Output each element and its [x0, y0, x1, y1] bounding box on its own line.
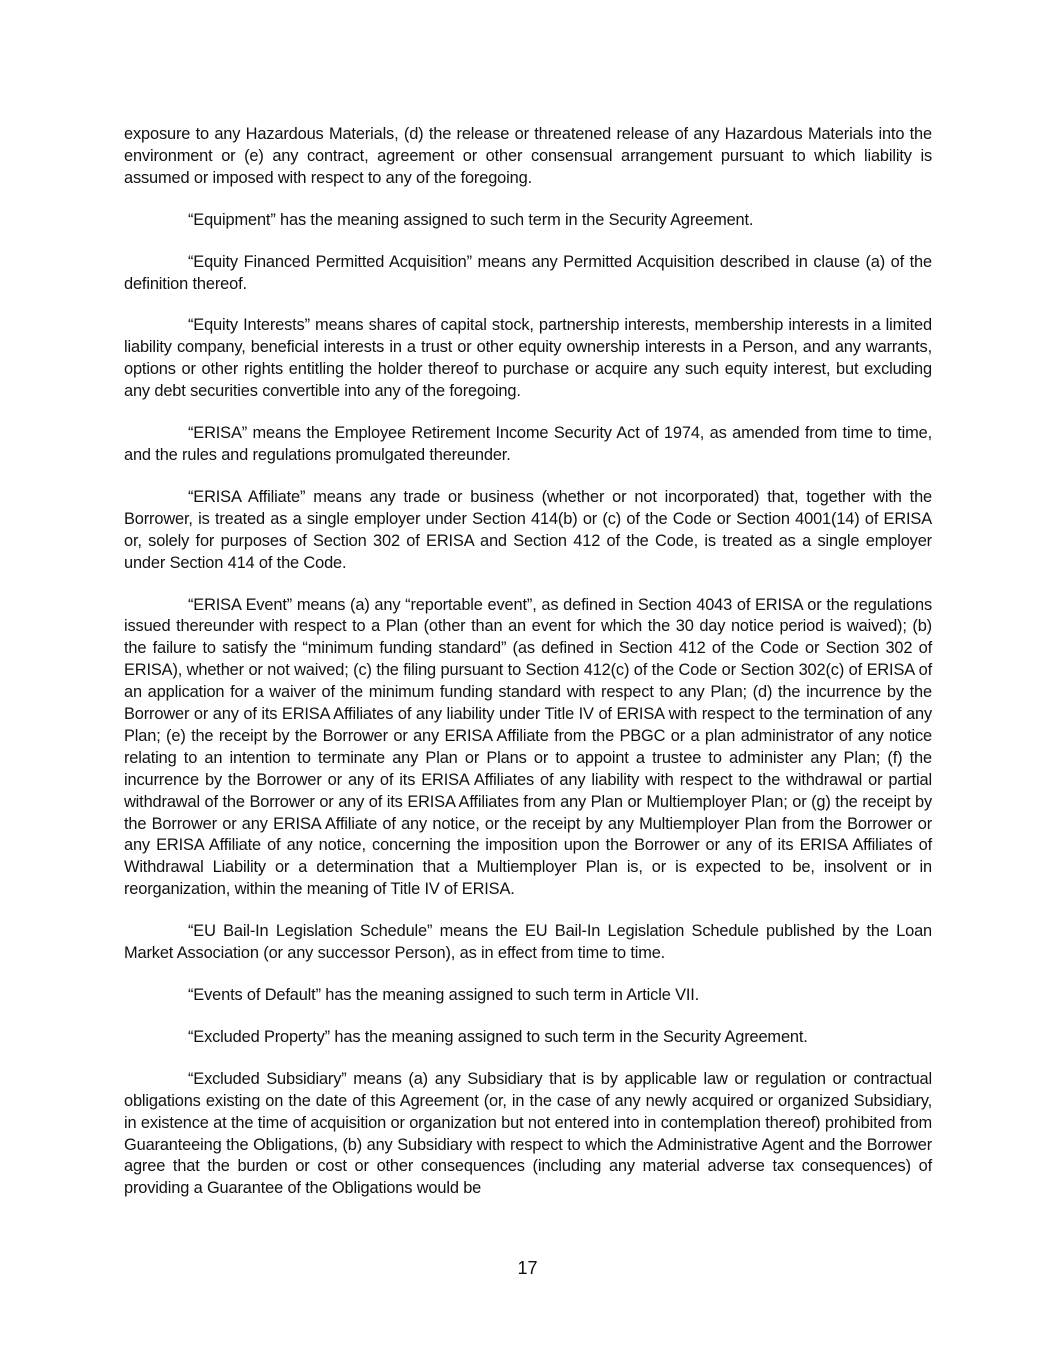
- definition-erisa-affiliate: “ERISA Affiliate” means any trade or business (whether or not incorporated) that, together with the Borrower, is treated as a single employer under Section 414(b) or (c) of the Code or Section 4001(14) of ERISA or, solely for purposes of Section 302 of ERISA and Section 412 of the Code, is treated as a single employer under Section 414 of the Code.: [124, 487, 932, 572]
- page-number: 17: [517, 1258, 538, 1278]
- definition-equity-interests: “Equity Interests” means shares of capital stock, partnership interests, membership interests in a limited liability company, beneficial interests in a trust or other equity ownership interests in a Person, and any warrants, options or other rights entitling the holder thereof to purchase or acquire any such equity interest, but excluding any debt securities convertible into any of the foregoing.: [124, 316, 932, 401]
- definition-events-of-default: “Events of Default” has the meaning assigned to such term in Article VII.: [188, 986, 700, 1004]
- paragraph-hazardous-continuation: exposure to any Hazardous Materials, (d) the release or threatened release of any Hazardous Materials into the environment or (e) any contract, agreement or other consensual arrangement pursuant to which liability is assumed or imposed with respect to any of the foregoing.: [124, 125, 932, 187]
- definition-equipment: “Equipment” has the meaning assigned to such term in the Security Agreement.: [188, 210, 754, 229]
- definition-erisa: “ERISA” means the Employee Retirement Income Security Act of 1974, as amended from time to time, and the rules and regulations promulgated thereunder.: [124, 424, 932, 464]
- definition-equity-financed-permitted-acquisition: “Equity Financed Permitted Acquisition” means any Permitted Acquisition described in clause (a) of the definition thereof.: [124, 252, 932, 293]
- definition-erisa-event: “ERISA Event” means (a) any “reportable event”, as defined in Section 4043 of ERISA or the regulations issued thereunder with respect to a Plan (other than an event for which the 30 day notice period is waived); (b) the failure to satisfy the “minimum funding standard” (as defined in Section 412 of the Code or Section 302 of ERISA), whether or not waived; (c) the filing pursuant to Section 412(c) of the Code or Section 302(c) of ERISA of an application for a waiver of the minimum funding standard with respect to any Plan; (d) the incurrence by the Borrower or any of its ERISA Affiliates of any liability under Title IV of ERISA with respect to the termination of any Plan; (e) the receipt by the Borrower or any ERISA Affiliate from the PBGC or a plan administrator of any notice relating to an intention to terminate any Plan or Plans or to appoint a trustee to administer any Plan; (f) the incurrence by the Borrower or any of its ERISA Affiliates of any liability with respect to the withdrawal or partial withdrawal of the Borrower or any of its ERISA Affiliates from any Plan or Multiemployer Plan; or (g) the receipt by the Borrower or any ERISA Affiliate of any notice, or the receipt by any Multiemployer Plan from the Borrower or any ERISA Affiliate of any notice, concerning the imposition upon the Borrower or any of its ERISA Affiliates of Withdrawal Liability or a determination that a Multiemployer Plan is, or is expected to be, insolvent or in reorganization, within the meaning of Title IV of ERISA.: [124, 595, 932, 899]
- definition-eu-bail-in-legislation-schedule: “EU Bail-In Legislation Schedule” means the EU Bail-In Legislation Schedule published by the Loan Market Association (or any successor Person), as in effect from time to time.: [124, 922, 932, 963]
- definition-excluded-subsidiary: “Excluded Subsidiary” means (a) any Subsidiary that is by applicable law or regulation or contractual obligations existing on the date of this Agreement (or, in the case of any newly acquired or organized Subsidiary, in existence at the time of acquisition or organization but not entered into in contemplation thereof) prohibited from Guaranteeing the Obligations, (b) any Subsidiary with respect to which the Administrative Agent and the Borrower agree that the burden or cost or other consequences (including any material adverse tax consequences) of providing a Guarantee of the Obligations would be: [124, 1069, 932, 1198]
- definition-excluded-property: “Excluded Property” has the meaning assigned to such term in the Security Agreement.: [188, 1027, 808, 1046]
- document-body: [124, 124, 932, 1220]
